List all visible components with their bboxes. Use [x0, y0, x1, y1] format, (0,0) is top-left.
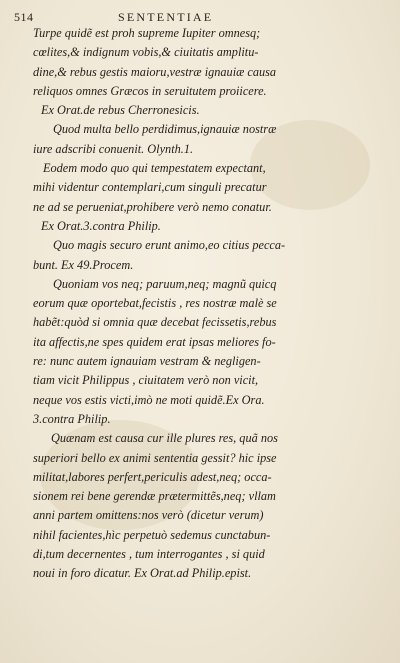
text-line: iure adscribi conuenit. Olynth.1. [33, 141, 194, 156]
text-line: nihil facientes,hìc perpetuò sedemus cunctabun- [33, 527, 271, 542]
text-line: Quod multa bello perdidimus,ignauiæ nostræ [53, 122, 277, 137]
text-line: eorum quæ oportebat,fecistis , res nostræ malè se [33, 296, 277, 311]
page-body-text [33, 24, 377, 584]
page-header [0, 0, 400, 26]
text-line: noui in foro dicatur. Ex Orat.ad Philip.epist. [33, 566, 252, 581]
text-line: re: nunc autem ignauiam vestram & negligen- [33, 354, 261, 369]
text-line: cœlites,& indignum vobis,& ciuitatis amplitu- [33, 45, 259, 60]
text-line: ne ad se perueniat,prohibere verò nemo conatur. [33, 199, 272, 214]
text-line: bunt. Ex 49.Procem. [33, 257, 134, 272]
text-line: habẽt:quòd si omnia quæ decebat fecissetis,rebus [33, 315, 277, 330]
page-number: 514 [14, 10, 34, 24]
source-citation: Ex Orat.de rebus Cherronesicis. [41, 103, 200, 118]
source-citation: Ex Orat.3.contra Philip. [41, 218, 161, 233]
text-line: di,tum decernentes , tum interrogantes , si quid [33, 547, 265, 562]
text-line: superiori bello ex animi sententia gessit? hic ipse [33, 450, 277, 465]
text-line: anni partem omittens:nos verò (dicetur verum) [33, 508, 264, 523]
text-line: ita affectis,ne spes quidem erat ipsas meliores fo- [33, 334, 276, 349]
text-line: Quoniam vos neq; paruum,neq; magnũ quicq [53, 276, 277, 291]
source-citation: 3.contra Philip. [33, 411, 111, 426]
text-line: Turpe quidẽ est proh supreme Iupiter omnesq; [33, 26, 261, 40]
text-line: dine,& rebus gestis maioru,vestræ ignauiæ causa [33, 64, 277, 79]
text-line: Eodem modo quo qui tempestatem expectant, [43, 161, 266, 176]
text-line: mihi videntur contemplari,cum singuli precatur [33, 180, 267, 195]
text-line: sionem rei bene gerendæ prætermittẽs,neq; vllam [33, 489, 276, 504]
text-line: militat,labores perfert,periculis adest,neq; occa- [33, 469, 272, 484]
text-line: Quo magis securo erunt animo,eo citius pecca- [53, 238, 286, 253]
text-line: tiam vicit Philippus , ciuitatem verò non vicit, [33, 373, 259, 388]
text-line: reliquos omnes Græcos in seruitutem proiicere. [33, 83, 267, 98]
text-line: Quænam est causa cur ille plures res, quã nos [51, 431, 278, 446]
text-line: neque vos estis victi,imò ne moti quidẽ.Ex Ora. [33, 392, 265, 407]
running-head: SENTENTIAE [118, 10, 214, 24]
